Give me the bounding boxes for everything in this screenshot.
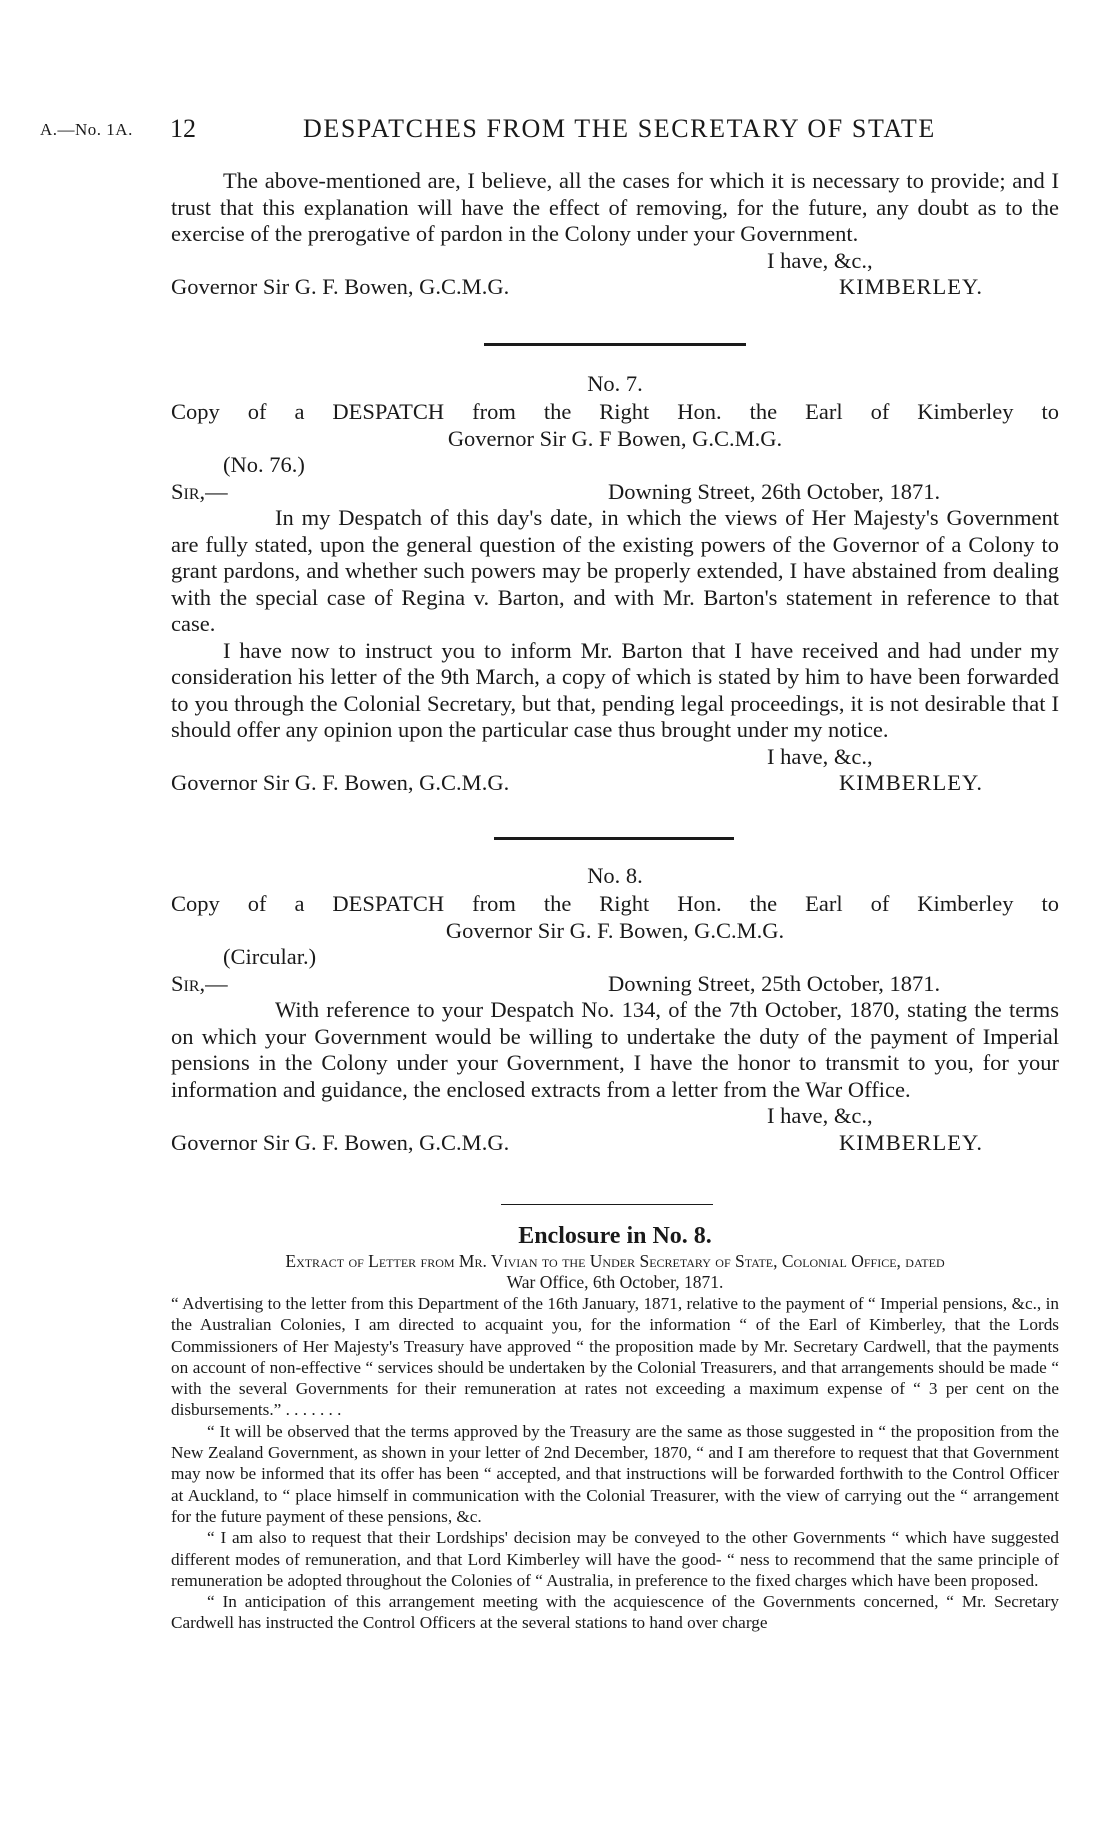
despatch-no-7 <box>171 370 1059 797</box>
closing-formula: I have, &c., <box>767 1103 873 1128</box>
running-title: DESPATCHES FROM THE SECRETARY OF STATE <box>303 114 936 143</box>
enclosure-section <box>171 1221 1059 1634</box>
place-date: Downing Street, 26th October, 1871. <box>608 478 941 504</box>
despatch-title-line-1: Copy of a DESPATCH from the Right Hon. the Earl of Kimberley to <box>171 399 1059 424</box>
closing-line <box>171 1103 1059 1130</box>
salutation: Sir,— <box>171 478 228 504</box>
despatch-paragraph-1: With reference to your Despatch No. 134, of the 7th October, 1870, stating the terms on which your Government would be willing to undertake the duty of the payment of Imperial pensions in the Colony under your Government, I have the honor to transmit to you, for your information and guidance, the enclosed extracts from a letter from the War Office. <box>171 997 1059 1102</box>
extract-paragraph-4: “ In anticipation of this arrangement meeting with the acquiescence of the Governments concerned, “ Mr. Secretary Cardwell has instructed the Control Officers at the several stations to hand over charge <box>171 1592 1059 1633</box>
page-header <box>40 114 1080 146</box>
despatch-title-line-1: Copy of a DESPATCH from the Right Hon. the Earl of Kimberley to <box>171 891 1059 916</box>
extract-paragraph-2: “ It will be observed that the terms approved by the Treasury are the same as those suggested in “ the proposition from the New Zealand Government, as shown in your letter of 2nd December, 1870, “ and I am therefore to request that that Government may now be informed that its offer has been “ accepted, and that instructions will be forwarded forthwith to the Control Officer at Auckland, to “ place himself in communication with the Colonial Treasurer, with the view of carrying out the “ arrangement for the future payment of these pensions, &c. <box>171 1421 1059 1526</box>
signature: KIMBERLEY. <box>839 274 983 299</box>
despatch-paragraph-1: In my Despatch of this day's date, in which the views of Her Majesty's Government are fully stated, upon the general question of the existing powers of the Governor of a Colony to grant pardons, and whether such powers may be properly extended, I have abstained from dealing with the special case of Regina v. Barton, and with Mr. Barton's statement in reference to that case. <box>171 505 1059 636</box>
extract-heading-line-1: Extract of Letter from Mr. Vivian to the Under Secretary of State, Colonial Office, dated <box>285 1251 945 1271</box>
despatch-reference: (No. 76.) <box>223 452 305 477</box>
signature: KIMBERLEY. <box>839 770 983 795</box>
extract-paragraph-1: “ Advertising to the letter from this Department of the 16th January, 1871, relative to the payment of “ Imperial pensions, &c., in the Australian Colonies, I am directed to acquaint you, for the information “ of the Earl of Kimberley, that the Lords Commissioners of Her Majesty's Treasury have approved “ the proposition made by Mr. Secretary Cardwell, that the payments on account of non-effective “ services should be undertaken by the Colonial Treasurers, and that arrangements should be made “ with the several Governments for their remuneration at rates not exceeding a maximum expense of “ 3 per cent on the disbursements.” . . . . . . . <box>171 1294 1059 1420</box>
closing-formula: I have, &c., <box>767 247 873 273</box>
extract-heading-line-2: War Office, 6th October, 1871. <box>506 1272 724 1292</box>
despatch-title-line-2: Governor Sir G. F. Bowen, G.C.M.G. <box>445 918 785 943</box>
place-date: Downing Street, 25th October, 1871. <box>608 970 941 996</box>
addressee: Governor Sir G. F. Bowen, G.C.M.G. <box>171 1129 510 1155</box>
despatch-no-8 <box>171 862 1059 1156</box>
salutation-line <box>171 971 1059 998</box>
paper-reference: A.—No. 1A. <box>40 120 133 139</box>
intro-section <box>171 168 1059 301</box>
despatch-title-line-2: Governor Sir G. F Bowen, G.C.M.G. <box>447 426 783 451</box>
addressee: Governor Sir G. F. Bowen, G.C.M.G. <box>171 274 510 299</box>
signature: KIMBERLEY. <box>839 1129 983 1155</box>
despatch-number: No. 7. <box>587 371 643 396</box>
despatch-paragraph-2: I have now to instruct you to inform Mr. Barton that I have received and had under my consideration his letter of the 9th March, a copy of which is stated by him to have been forwarded to you through the Colonial Secretary, but that, pending legal proceedings, it is not desirable that I should offer any opinion upon the particular case thus brought under my notice. <box>171 637 1059 742</box>
salutation-line <box>171 479 1059 506</box>
enclosure-title: Enclosure in No. 8. <box>518 1223 712 1249</box>
closing-formula: I have, &c., <box>767 743 873 769</box>
section-divider <box>484 343 746 346</box>
intro-paragraph: The above-mentioned are, I believe, all the cases for which it is necessary to provide; and I trust that this explanation will have the effect of removing, for the future, any doubt as to the exercise of the prerogative of pardon in the Colony under your Government. <box>171 168 1059 246</box>
despatch-reference: (Circular.) <box>223 944 317 969</box>
addressee: Governor Sir G. F. Bowen, G.C.M.G. <box>171 770 510 795</box>
section-divider <box>501 1204 713 1205</box>
addressee-line <box>171 770 1059 797</box>
addressee-line <box>171 1130 1059 1157</box>
page-number: 12 <box>170 114 196 143</box>
intro-closing-line <box>171 248 1059 275</box>
closing-line <box>171 744 1059 771</box>
despatch-number: No. 8. <box>587 863 643 888</box>
section-divider <box>494 837 734 840</box>
extract-paragraph-3: “ I am also to request that their Lordships' decision may be conveyed to the other Governments “ which have suggested different modes of remuneration, and that Lord Kimberley will have the good- “ ness to recommend that the same principle of remuneration be adopted throughout the Colonies of “ Australia, in preference to the fixed charges which have been proposed. <box>171 1528 1059 1590</box>
intro-addressee-line <box>171 274 1059 301</box>
salutation: Sir,— <box>171 970 228 996</box>
